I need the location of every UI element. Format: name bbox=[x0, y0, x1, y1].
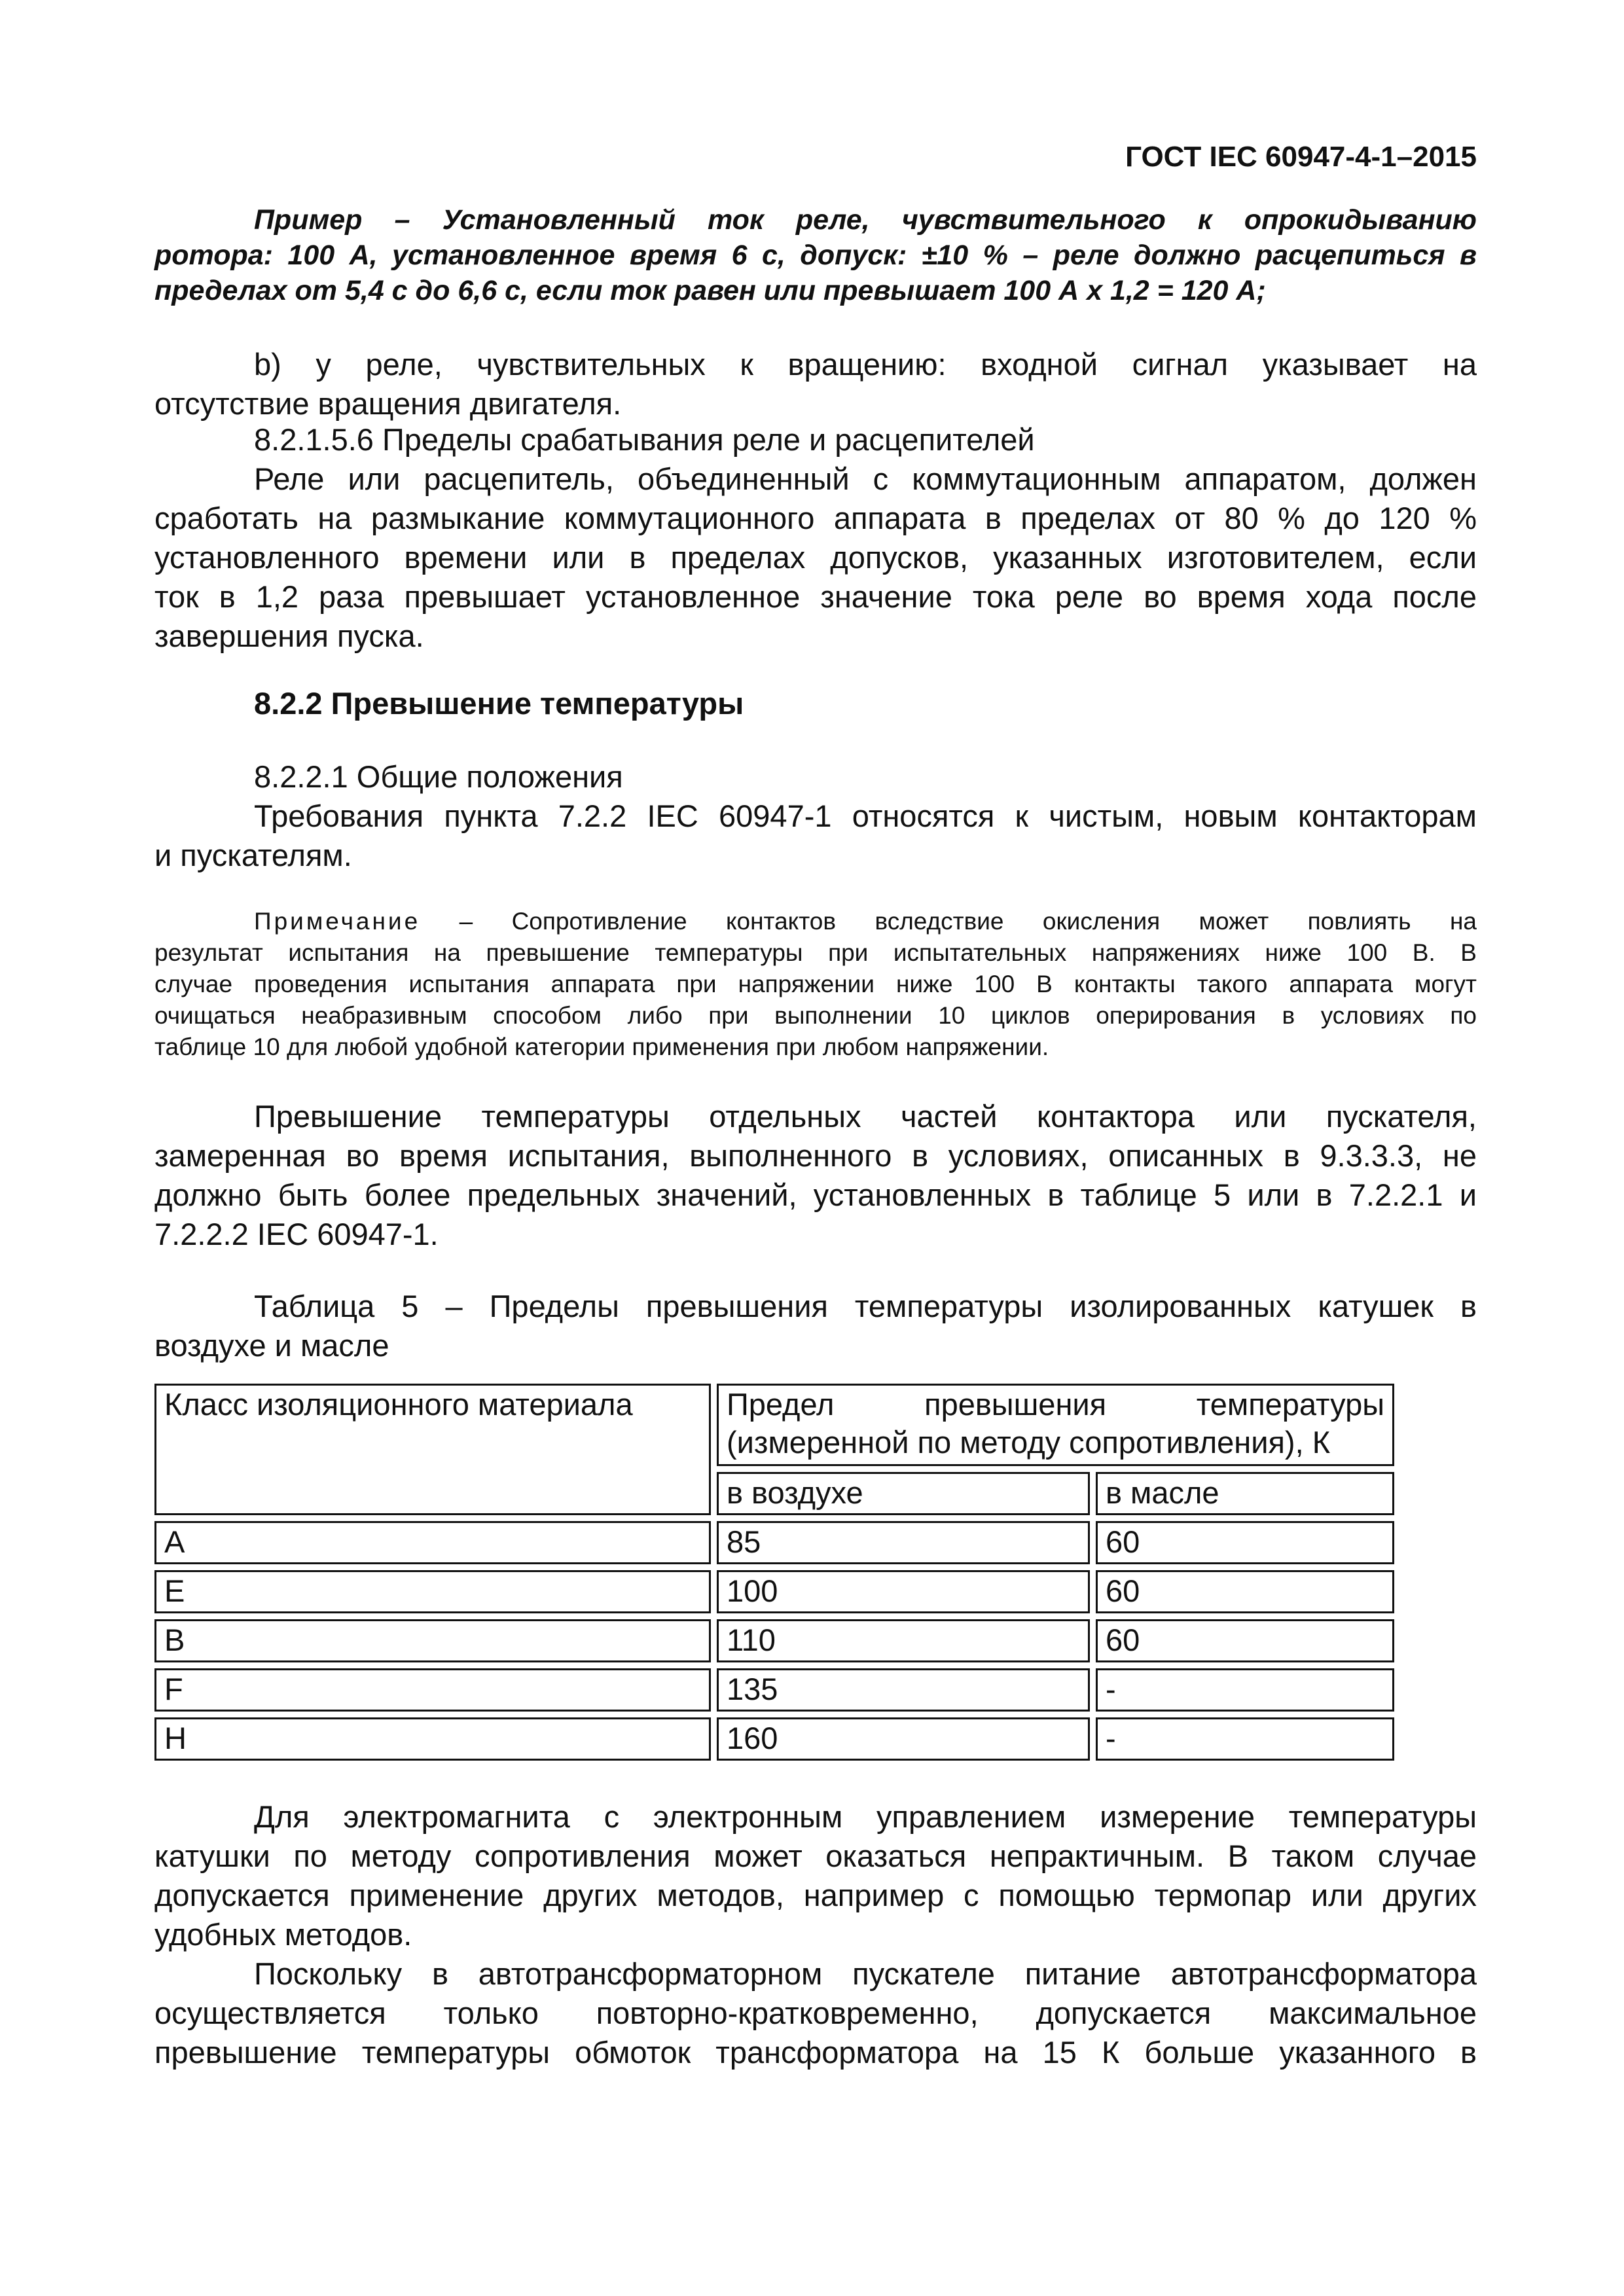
table-row bbox=[154, 1717, 1394, 1761]
cell-oil: 60 bbox=[1096, 1619, 1394, 1662]
cell-oil: 60 bbox=[1096, 1521, 1394, 1564]
cell-class: H bbox=[154, 1717, 711, 1761]
document-header bbox=[1071, 139, 1477, 175]
clause-8-2-1-5-6: 8.2.1.5.6 Пределы срабатывания реле и расцепителей Реле или расцепитель, объединенный с коммутационным аппаратом, должен сработать на размыкание коммутационного аппарата в пределах от 80 % до 120 % установленного времени или в пределах допусков, указанных изготовителем, если ток в 1,2 раза превышает установленное значение тока реле во время хода после завершения пуска. bbox=[154, 422, 1477, 653]
cell-air: 85 bbox=[717, 1521, 1090, 1564]
table-row bbox=[154, 1521, 1394, 1564]
col-header-class: Класс изоляционного материала bbox=[154, 1384, 711, 1515]
cell-oil: 60 bbox=[1096, 1570, 1394, 1613]
table-row bbox=[154, 1570, 1394, 1613]
table-row bbox=[154, 1668, 1394, 1712]
clause-title: 8.2.1.5.6 Пределы срабатывания реле и расцепителей bbox=[254, 422, 1035, 457]
example-paragraph: Пример – Установленный ток реле, чувствительного к опрокидыванию ротора: 100 А, установленное время 6 с, допуск: ±10 % – реле должно расцепиться в пределах от 5,4 с до 6,6 с, если ток равен или превышает 100 А х 1,2 = 120 А; bbox=[154, 204, 1477, 306]
cell-class: F bbox=[154, 1668, 711, 1712]
item-b-paragraph: b) у реле, чувствительных к вращению: входной сигнал указывает на отсутствие вращения двигателя. bbox=[154, 347, 1477, 421]
table-header-row bbox=[154, 1384, 1394, 1466]
cell-class: E bbox=[154, 1570, 711, 1613]
electromagnet-paragraph: Для электромагнита с электронным управлением измерение температуры катушки по методу сопротивления может оказаться непрактичным. В таком случае допускается применение других методов, например с помощью термопар или других удобных методов. bbox=[154, 1799, 1477, 1952]
cell-air: 100 bbox=[717, 1570, 1090, 1613]
table-caption: Таблица 5 – Пределы превышения температуры изолированных катушек в воздухе и масле bbox=[154, 1289, 1477, 1363]
autotransformer-paragraph: Поскольку в автотрансформаторном пускателе питание автотрансформатора осуществляется только повторно-кратковременно, допускается максимальное превышение температуры обмоток трансформатора на 15 К больше указанного в bbox=[154, 1956, 1477, 2070]
col-header-oil: в масле bbox=[1096, 1472, 1394, 1515]
col-header-air: в воздухе bbox=[717, 1472, 1090, 1515]
cell-oil: - bbox=[1096, 1668, 1394, 1712]
cell-air: 110 bbox=[717, 1619, 1090, 1662]
clause-8-2-2-1: 8.2.2.1 Общие положения Требования пункта 7.2.2 IEC 60947-1 относятся к чистым, новым контакторам и пускателям. bbox=[154, 759, 1477, 872]
section-heading: 8.2.2 Превышение температуры bbox=[254, 686, 744, 721]
clause-title: 8.2.2.1 Общие положения bbox=[254, 759, 623, 794]
note-block: Примечание – Сопротивление контактов вследствие окисления может повлиять на результат испытания на превышение температуры при испытательных напряжениях ниже 100 В. В случае проведения испытания аппарата при напряжении ниже 100 В контакты такого аппарата могут очищаться неабразивным способом либо при выполнении 10 циклов оперирования в условиях по таблице 10 для любой удобной категории применения при любом напряжении. bbox=[154, 908, 1477, 1060]
table-5 bbox=[149, 1378, 1400, 1767]
col-header-limit: Предел превышения температуры (измеренной по методу сопротивления), К bbox=[717, 1384, 1394, 1466]
cell-air: 135 bbox=[717, 1668, 1090, 1712]
table-row bbox=[154, 1619, 1394, 1662]
cell-oil: - bbox=[1096, 1717, 1394, 1761]
cell-air: 160 bbox=[717, 1717, 1090, 1761]
temperature-rise-paragraph: Превышение температуры отдельных частей контактора или пускателя, замеренная во время испытания, выполненного в условиях, описанных в 9.3.3.3, не должно быть более предельных значений, установленных в таблице 5 или в 7.2.2.1 и 7.2.2.2 IEC 60947-1. bbox=[154, 1099, 1477, 1251]
standard-id: ГОСТ IEC 60947-4-1–2015 bbox=[1125, 141, 1477, 173]
cell-class: B bbox=[154, 1619, 711, 1662]
cell-class: A bbox=[154, 1521, 711, 1564]
note-label: Примечание bbox=[254, 908, 421, 935]
